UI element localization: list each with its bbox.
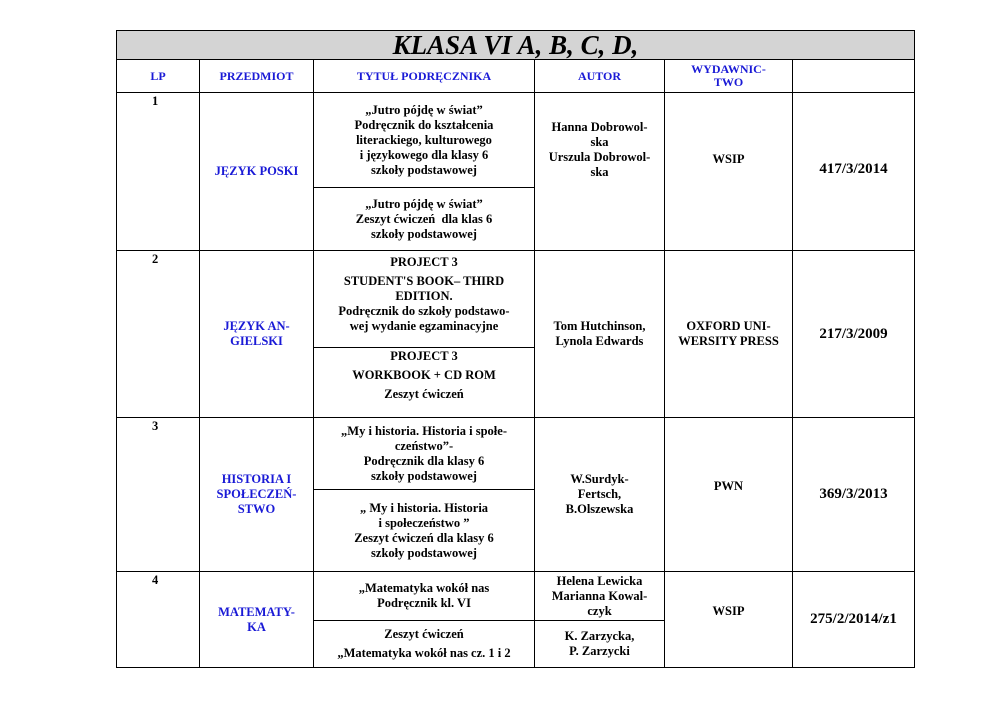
row-subject: MATEMATY- KA bbox=[200, 572, 314, 668]
row-author: Helena Lewicka Marianna Kowal- czyk bbox=[535, 572, 665, 621]
header-author: AUTOR bbox=[535, 60, 665, 93]
row-approval-number: 417/3/2014 bbox=[793, 93, 915, 251]
row-subject: JĘZYK AN- GIELSKI bbox=[200, 251, 314, 418]
row-lp: 3 bbox=[117, 418, 200, 572]
row-approval-number: 369/3/2013 bbox=[793, 418, 915, 572]
page-title: KLASA VI A, B, C, D, bbox=[117, 31, 915, 60]
row-author: W.Surdyk- Fertsch, B.Olszewska bbox=[535, 418, 665, 572]
textbook-table bbox=[116, 30, 915, 668]
row-approval-number: 217/3/2009 bbox=[793, 251, 915, 418]
header-subject: PRZEDMIOT bbox=[200, 60, 314, 93]
header-book-title: TYTUŁ PODRĘCZNIKA bbox=[314, 60, 535, 93]
header-lp: LP bbox=[117, 60, 200, 93]
row-author: K. Zarzycka, P. Zarzycki bbox=[535, 621, 665, 668]
row-subject: HISTORIA I SPOŁECZEŃ- STWO bbox=[200, 418, 314, 572]
row-publisher: WSIP bbox=[665, 572, 793, 668]
row-lp: 1 bbox=[117, 93, 200, 251]
row-subject: JĘZYK POSKI bbox=[200, 93, 314, 251]
header-row bbox=[117, 60, 915, 93]
row-book-title: PROJECT 3 STUDENT'S BOOK– THIRD EDITION. Podręcznik do szkoły podstawo- wej wydanie egzaminacyjne bbox=[314, 251, 535, 348]
row-lp: 2 bbox=[117, 251, 200, 418]
row-book-title: PROJECT 3 WORKBOOK + CD ROM Zeszyt ćwiczeń bbox=[314, 348, 535, 418]
row-book-title: „Jutro pójdę w świat” Podręcznik do kształcenia literackiego, kulturowego i językowego dla klasy 6 szkoły podstawowej bbox=[314, 93, 535, 188]
row-author: Hanna Dobrowol- ska Urszula Dobrowol- ska bbox=[535, 93, 665, 251]
row-author: Tom Hutchinson, Lynola Edwards bbox=[535, 251, 665, 418]
row-publisher: OXFORD UNI- WERSITY PRESS bbox=[665, 251, 793, 418]
table-row bbox=[117, 572, 915, 621]
row-book-title: „ My i historia. Historia i społeczeństwo ” Zeszyt ćwiczeń dla klasy 6 szkoły podstawowej bbox=[314, 490, 535, 572]
table-row bbox=[117, 93, 915, 188]
row-book-title: „My i historia. Historia i społe- czeństwo”- Podręcznik dla klasy 6 szkoły podstawowej bbox=[314, 418, 535, 490]
row-approval-number: 275/2/2014/z1 bbox=[793, 572, 915, 668]
header-number bbox=[793, 60, 915, 93]
row-book-title: „Jutro pójdę w świat” Zeszyt ćwiczeń dla klas 6 szkoły podstawowej bbox=[314, 188, 535, 251]
row-book-title: Zeszyt ćwiczeń „Matematyka wokół nas cz. 1 i 2 bbox=[314, 621, 535, 668]
table-row bbox=[117, 251, 915, 348]
row-lp: 4 bbox=[117, 572, 200, 668]
table-row bbox=[117, 418, 915, 490]
row-publisher: WSIP bbox=[665, 93, 793, 251]
title-row bbox=[117, 31, 915, 60]
row-book-title: „Matematyka wokół nas Podręcznik kl. VI bbox=[314, 572, 535, 621]
row-publisher: PWN bbox=[665, 418, 793, 572]
header-publisher: WYDAWNIC- TWO bbox=[665, 60, 793, 93]
